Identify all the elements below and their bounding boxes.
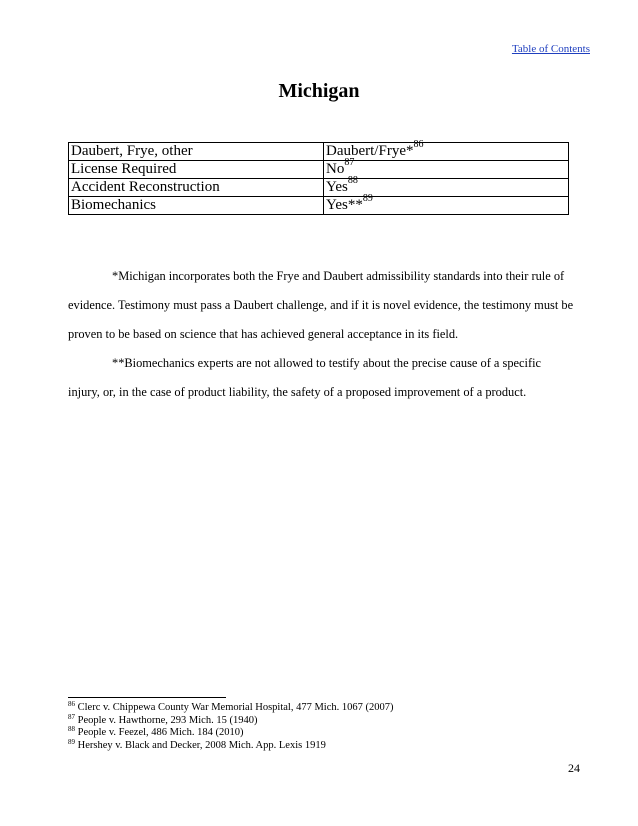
table-row [69,161,569,179]
row-value-text: Yes [326,179,348,195]
row-value-text: Daubert/Frye* [326,143,414,159]
footnote-ref[interactable]: 89 [362,193,373,204]
footnotes [68,702,588,752]
table-row [69,197,569,215]
footnote-text: Clerc v. Chippewa County War Memorial Hospital, 477 Mich. 1067 (2007) [75,702,394,713]
row-value-text: No [326,161,345,177]
body-text [68,262,574,407]
footnote-88 [68,727,588,740]
footnote-ref[interactable]: 87 [344,157,355,168]
paragraph-admissibility: *Michigan incorporates both the Frye and Daubert admissibility standards into their rule of evidence. Testimony must pass a Daubert challenge, and if it is novel evidence, the testimony must be proven to be based on science that has achieved general acceptance in its field. [68,269,574,341]
row-value [324,157,569,179]
footnote-89 [68,737,588,753]
footnote-text: People v. Feezel, 486 Mich. 184 (2010) [75,727,244,738]
page-number: 24 [568,761,580,775]
row-label: Accident Reconstruction [69,179,324,197]
table-of-contents-link[interactable]: Table of Contents [511,43,590,55]
page-title: Michigan [278,80,360,102]
paragraph-biomechanics: **Biomechanics experts are not allowed to testify about the precise cause of a specific injury, or, in the case of product liability, the safety of a proposed improvement of a product. [68,356,542,399]
row-value-text: Yes** [326,197,363,213]
row-value [324,175,569,197]
footnote-number: 89 [68,737,75,746]
table-row [69,179,569,197]
row-label: Daubert, Frye, other [69,143,324,161]
footnote-ref[interactable]: 88 [347,175,358,186]
footnote-86 [68,702,588,715]
footnote-number: 87 [68,712,75,721]
michigan-standards-table [68,139,569,215]
row-label: License Required [69,161,324,179]
footnote-number: 88 [68,725,75,733]
footnote-text: People v. Hawthorne, 293 Mich. 15 (1940) [75,714,258,726]
row-value [324,139,569,161]
footnote-text: Hershey v. Black and Decker, 2008 Mich. App. Lexis 1919 [75,739,326,751]
table-row [69,143,569,161]
footnote-number: 86 [68,700,75,708]
row-value [324,193,569,215]
footnote-divider [68,697,226,698]
footnote-ref[interactable]: 86 [413,139,424,150]
row-label: Biomechanics [69,197,324,215]
footnote-87 [68,712,588,728]
